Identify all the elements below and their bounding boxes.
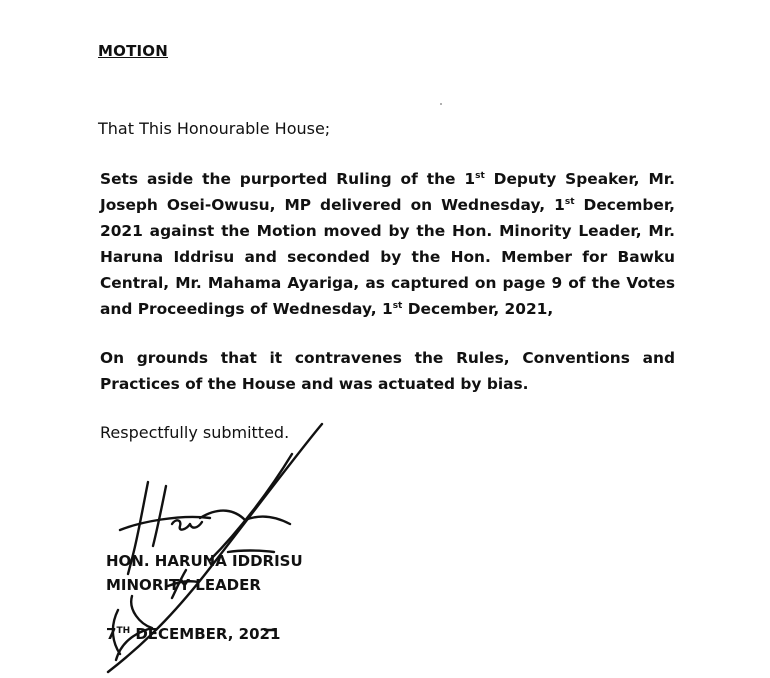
closing-line: Respectfully submitted. <box>100 423 290 442</box>
paragraph-text: Sets aside the purported Ruling of the 1 <box>100 170 476 188</box>
ordinal-suffix: st <box>564 196 575 207</box>
paragraph-text: December, 2021 against the Motion moved by the Hon. Minority Leader, Mr. Haruna Iddrisu and seconded by the Hon. Member for Bawku Central, Mr. Mahama Ayariga, as captured on page 9 of the Votes and Proceedings of Wednesday, 1 <box>100 196 675 318</box>
signatory-name: HON. HARUNA IDDRISU <box>106 552 303 570</box>
grounds-paragraph: On grounds that it contravenes the Rules, Conventions and Practices of the House and was actuated by bias. <box>100 349 675 393</box>
motion-paragraph <box>100 166 675 322</box>
date-day: 7 <box>106 625 117 643</box>
handwritten-signature <box>60 410 380 678</box>
paragraph-text: Deputy Speaker, Mr. Joseph Osei-Owusu, MP delivered on Wednesday, 1 <box>100 170 675 214</box>
motion-heading: MOTION <box>98 42 168 60</box>
ordinal-suffix: st <box>392 300 403 311</box>
salutation: That This Honourable House; <box>98 119 331 138</box>
date-rest: DECEMBER, 2021 <box>130 625 281 643</box>
paragraph-text: December, 2021, <box>402 300 554 318</box>
scan-speck <box>440 103 442 105</box>
signatory-title: MINORITY LEADER <box>106 576 261 594</box>
date-suffix: TH <box>116 626 131 636</box>
ordinal-suffix: st <box>475 170 485 181</box>
